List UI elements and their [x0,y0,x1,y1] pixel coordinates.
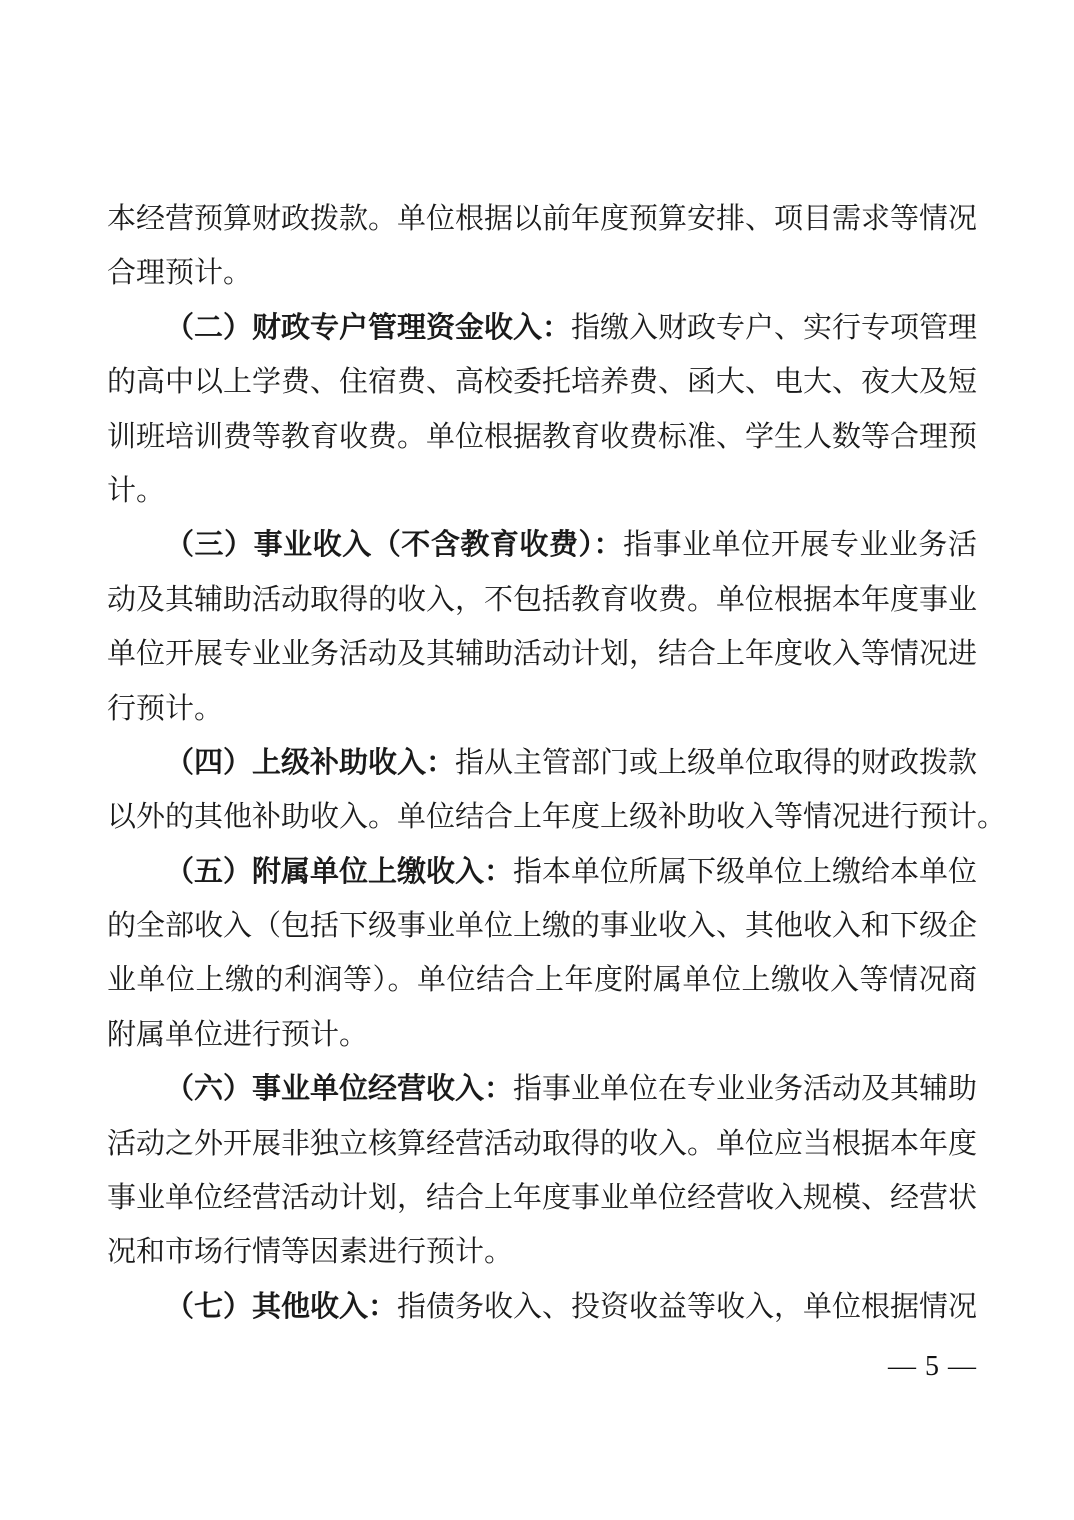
text-line [107,627,977,681]
text-line [107,899,977,953]
body-text: 活动之外开展非独立核算经营活动取得的收入。单位应当根据本年度 [107,1127,978,1160]
body-text: 指事业单位在专业业务活动及其辅助 [513,1073,978,1106]
text-line [107,464,977,518]
body-text: 以外的其他补助收入。单位结合上年度上级补助收入等情况进行预计。 [107,801,1007,834]
section-heading-text: （七）其他收入： [165,1290,398,1323]
body-text: 的全部收入（包括下级事业单位上缴的事业收入、其他收入和下级企 [107,910,978,943]
text-line [107,1008,977,1062]
text-line [107,682,977,736]
body-text: 训班培训费等教育收费。单位根据教育收费标准、学生人数等合理预 [107,420,978,453]
body-text: 指事业单位开展专业业务活 [623,529,977,562]
text-line [107,518,977,572]
body-text: 的高中以上学费、住宿费、高校委托培养费、函大、电大、夜大及短 [107,366,978,399]
text-line [107,355,977,409]
body-text: 动及其辅助活动取得的收入，不包括教育收费。单位根据本年度事业 [107,583,978,616]
body-text: 计。 [107,474,166,507]
text-block [107,192,1007,1334]
text-line [107,1117,977,1171]
body-text: 附属单位进行预计。 [107,1018,369,1051]
body-text: 行预计。 [107,692,224,725]
section-heading-text: （六）事业单位经营收入： [165,1073,514,1106]
text-line [107,736,977,790]
body-text: 指债务收入、投资收益等收入，单位根据情况 [397,1290,978,1323]
text-line [107,953,977,1007]
body-text: 况和市场行情等因素进行预计。 [107,1236,514,1269]
body-text: 指本单位所属下级单位上缴给本单位 [513,855,978,888]
body-text: 事业单位经营活动计划，结合上年度事业单位经营收入规模、经营状 [107,1182,978,1215]
body-text: 指缴入财政专户、实行专项管理 [571,311,978,344]
body-text: 单位开展专业业务活动及其辅助活动计划，结合上年度收入等情况进 [107,638,978,671]
text-line [107,1225,977,1279]
text-line [107,1062,977,1116]
section-heading-text: （四）上级补助收入： [165,746,456,779]
body-text: 业单位上缴的利润等）。单位结合上年度附属单位上缴收入等情况商 [107,964,977,997]
text-line [107,1280,977,1334]
text-line [107,573,977,627]
body-text: 指从主管部门或上级单位取得的财政拨款 [455,746,978,779]
text-line [107,845,977,899]
page-number: — 5 — [888,1351,977,1382]
body-text: 本经营预算财政拨款。单位根据以前年度预算安排、项目需求等情况 [107,203,978,235]
text-line [107,1171,977,1225]
text-line [107,192,977,246]
text-line [107,246,977,300]
text-line [107,301,977,355]
body-text: 合理预计。 [107,257,253,290]
section-heading-text: （五）附属单位上缴收入： [165,855,514,888]
text-line [107,790,1007,844]
section-heading-text: （三）事业收入（不含教育收费）： [165,529,624,562]
section-heading-text: （二）财政专户管理资金收入： [165,311,572,344]
text-line [107,410,977,464]
